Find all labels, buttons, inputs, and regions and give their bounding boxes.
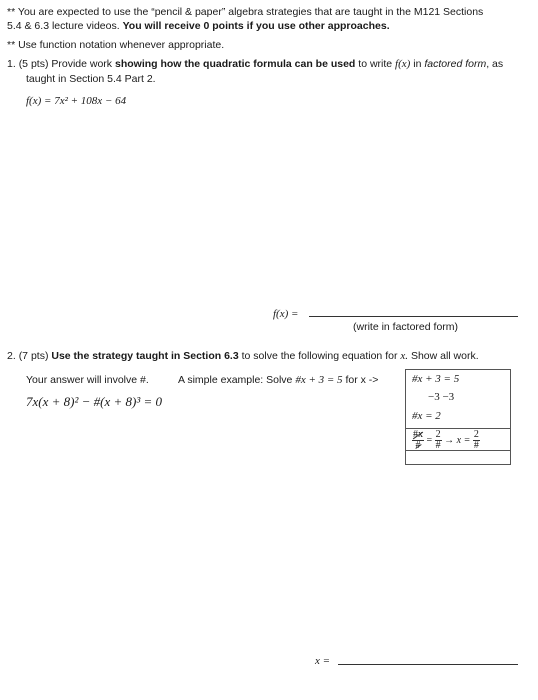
q1-number: 1. [7,58,16,70]
q2-involve-text: Your answer will involve #. [26,374,149,386]
q1-bold-instruction: showing how the quadratic formula can be used [114,58,356,70]
q1-equation: f(x) = 7x² + 108x − 64 [26,95,127,107]
example-fraction-1: $\frac{\#x}{\#}$ [413,429,423,451]
example-box [405,369,511,465]
q1-suffix: , as [486,58,504,70]
q2-answer-label: x = [315,655,331,667]
example-separator-2 [406,450,510,451]
instruction-line-3: ** Use function notation whenever appropriate. [7,39,225,51]
q2-example-equation: #x + 3 = 5 [295,374,343,386]
q2-example-label: A simple example: Solve [178,374,293,386]
q2-variable: x. [400,350,409,362]
q2-line-1 [7,349,479,363]
example-row-3: #x = 2 [412,410,441,422]
example-row-4 [412,430,480,451]
instruction-line-2-prefix: 5.4 & 6.3 lecture videos. [7,20,120,32]
example-equals: = [426,434,433,446]
instruction-line-2 [7,19,390,33]
q1-line-2: taught in Section 5.4 Part 2. [26,73,156,85]
q1-mid-text: to write [358,58,393,70]
q1-answer-line[interactable] [309,316,518,317]
q2-show-work: Show all work. [410,350,479,362]
q2-example-for: for x -> [345,374,379,386]
q2-equation: 7x(x + 8)² − #(x + 8)³ = 0 [26,394,163,409]
q2-number: 2. [7,350,16,362]
example-row-2: −3 −3 [428,391,455,403]
example-fraction-2: $\frac{2}{\#}$ [435,429,441,451]
q1-factored-form: factored form [424,58,487,70]
q1-points: (5 pts) Provide work [18,58,113,70]
q2-rest-text: to solve the following equation for [241,350,398,362]
example-row-1: #x + 3 = 5 [412,373,460,385]
example-arrow: → x = [444,434,471,446]
q1-line-1 [7,57,503,71]
q1-answer-label: f(x) = [273,308,299,320]
q1-answer-note: (write in factored form) [353,321,459,333]
q2-points: (7 pts) [18,350,49,362]
example-fraction-3: $\frac{2}{\#}$ [473,429,479,451]
q2-answer-line[interactable] [338,664,518,665]
instruction-line-1: ** You are expected to use the “pencil & paper” algebra strategies that are taught in the M121 Sections [7,6,484,18]
q1-fx: f(x) [395,58,411,70]
q1-in-text: in [413,58,422,70]
q2-bold-instruction: Use the strategy taught in Section 6.3 [51,350,239,362]
q2-example-line [178,373,378,387]
instruction-warning: You will receive 0 points if you use other approaches. [122,20,390,32]
